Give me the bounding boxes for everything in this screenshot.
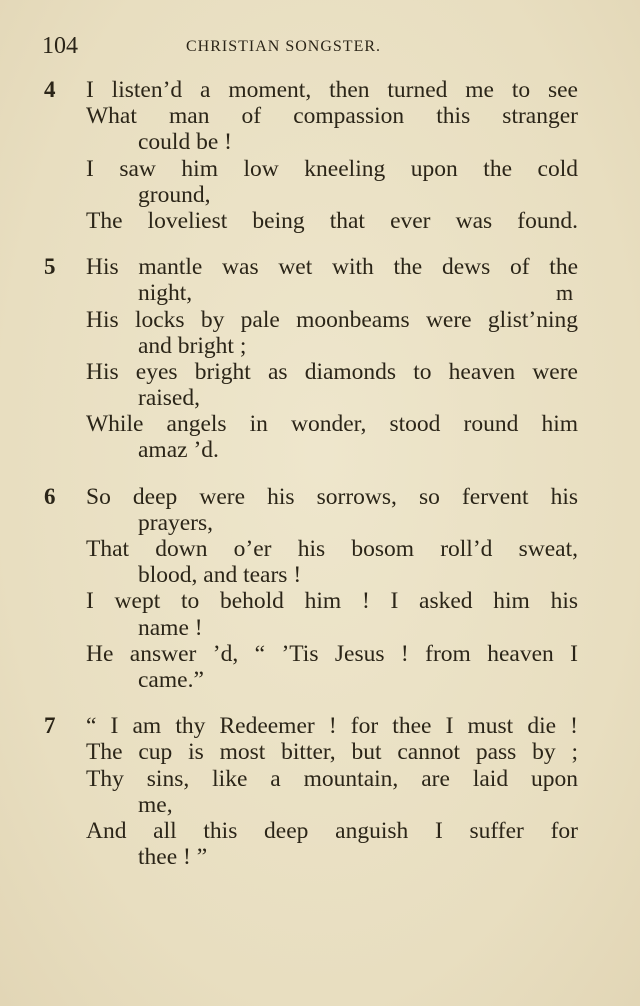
stanza-number: 6 <box>44 483 56 509</box>
verse-line: me, <box>138 791 173 818</box>
verse-line: and bright ; <box>138 332 247 359</box>
verse-line: night, <box>138 280 193 307</box>
stanza-number: 7 <box>44 713 56 739</box>
verse-line: I listen’d a moment, then turned me to see <box>86 77 578 103</box>
verse-line: The loveliest being that ever was found. <box>86 207 578 234</box>
verse-line: could be ! <box>138 129 232 156</box>
verse-line: While angels in wonder, stood round him <box>86 411 578 438</box>
verse-line: ground, <box>138 181 211 208</box>
verse-line: came.” <box>138 666 204 693</box>
hymn-text <box>0 77 640 890</box>
stray-mark: m <box>556 280 574 305</box>
verse-line: His eyes bright as diamonds to heaven were <box>86 358 578 385</box>
verse-line: raised, <box>138 385 200 412</box>
stanza <box>0 77 640 234</box>
verse-line: I saw him low kneeling upon the cold <box>86 155 578 182</box>
verse-line: The cup is most bitter, but cannot pass by ; <box>86 739 578 766</box>
page-number: 104 <box>42 33 78 59</box>
stanza-number: 4 <box>44 77 56 102</box>
stanza-number: 5 <box>44 254 56 280</box>
verse-line: His mantle was wet with the dews of the <box>86 254 578 281</box>
verse-line: blood, and tears ! <box>138 562 302 589</box>
verse-line: And all this deep anguish I suffer for <box>86 817 578 844</box>
verse-line: “ I am thy Redeemer ! for thee I must die ! <box>86 713 578 740</box>
verse-line: His locks by pale moonbeams were glist’ning <box>86 306 578 333</box>
verse-line: He answer ’d, “ ’Tis Jesus ! from heaven I <box>86 640 578 667</box>
verse-line: Thy sins, like a mountain, are laid upon <box>86 765 578 792</box>
verse-line: What man of compassion this stranger <box>86 103 578 130</box>
verse-line: thee ! ” <box>138 844 208 871</box>
verse-line: I wept to behold him ! I asked him his <box>86 588 578 615</box>
verse-line: name ! <box>138 614 203 641</box>
verse-line: So deep were his sorrows, so fervent his <box>86 483 578 510</box>
verse-line: prayers, <box>138 509 214 536</box>
running-title: CHRISTIAN SONGSTER. <box>186 38 382 55</box>
stanza <box>0 713 640 870</box>
verse-line: amaz ’d. <box>138 437 219 464</box>
stanza <box>0 254 640 464</box>
verse-line: That down o’er his bosom roll’d sweat, <box>86 536 578 562</box>
stanza <box>0 484 640 694</box>
